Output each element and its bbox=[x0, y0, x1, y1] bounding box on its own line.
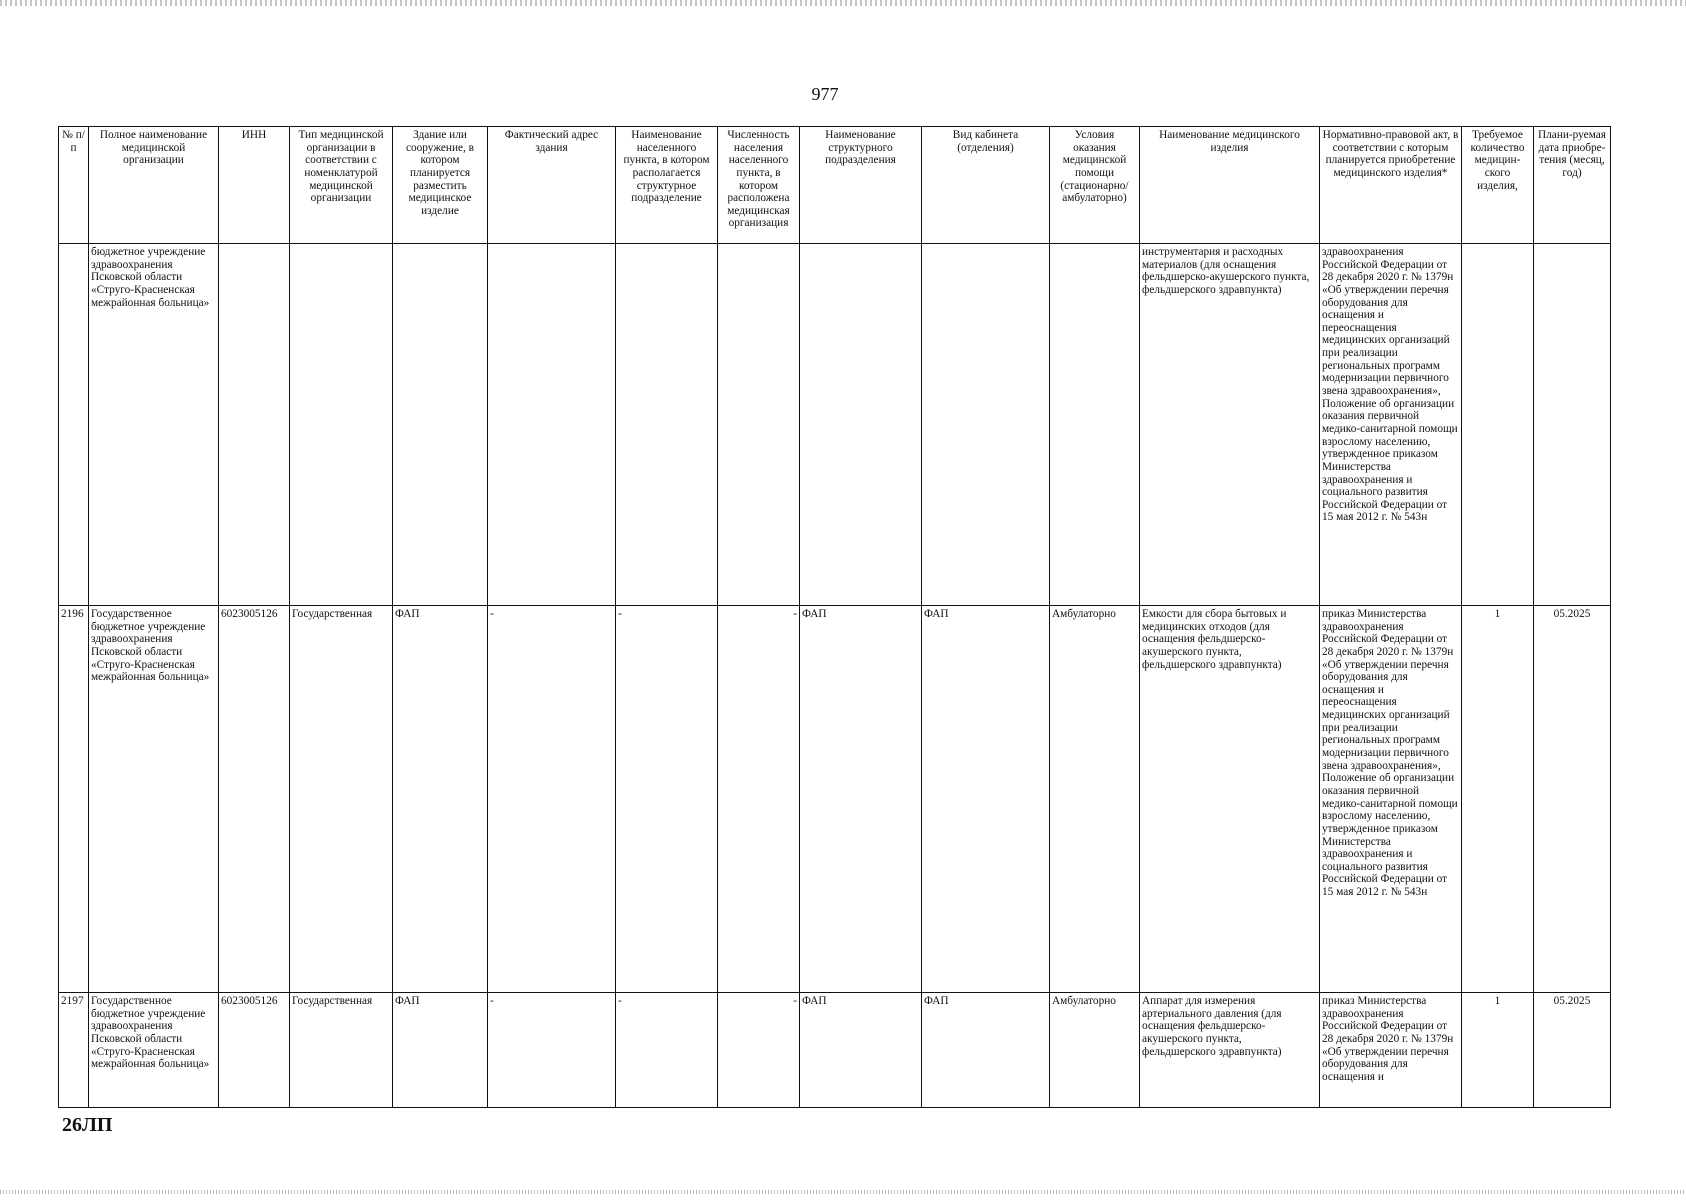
cell-unit: ФАП bbox=[800, 606, 922, 993]
cell-population: - bbox=[718, 606, 800, 993]
table-row bbox=[59, 606, 1611, 993]
page-tag: 26ЛП bbox=[62, 1114, 113, 1136]
cell-conditions: Амбулаторно bbox=[1050, 993, 1140, 1108]
table-row bbox=[59, 244, 1611, 606]
cell-type: Государственная bbox=[290, 606, 393, 993]
cell-building: ФАП bbox=[393, 993, 488, 1108]
cell-act: здравоохранения Российской Федерации от 28 декабря 2020 г. № 1379н «Об утверждении перечня оборудования для оснащения и переоснащения медицинских организаций при реализации региональных программ модернизации первичного звена здравоохранения», Положение об организации оказания первичной медико-санитарной помощи взрослому населению, утвержденное приказом Министерства здравоохранения и социального развития Российской Федерации от 15 мая 2012 г. № 543н bbox=[1320, 244, 1462, 606]
cell-device: Аппарат для измерения артериального давления (для оснащения фельдшерско-акушерского пункта, фельдшерского здравпункта) bbox=[1140, 993, 1320, 1108]
cell-num: 2196 bbox=[59, 606, 89, 993]
header-unit: Наименование структурного подразделения bbox=[800, 127, 922, 244]
scan-edge-bottom bbox=[0, 1190, 1686, 1194]
header-date: Плани-руемая дата приобре-тения (месяц, год) bbox=[1534, 127, 1611, 244]
cell-qty bbox=[1462, 244, 1534, 606]
header-type: Тип медицинской организации в соответствии с номенклатурой медицинской организации bbox=[290, 127, 393, 244]
cell-num bbox=[59, 244, 89, 606]
header-building: Здание или сооружение, в котором планируется разместить медицинское изделие bbox=[393, 127, 488, 244]
cell-device: Емкости для сбора бытовых и медицинских отходов (для оснащения фельдшерско-акушерского пункта, фельдшерского здравпункта) bbox=[1140, 606, 1320, 993]
cell-address: - bbox=[488, 993, 616, 1108]
cell-address bbox=[488, 244, 616, 606]
header-num: № п/п bbox=[59, 127, 89, 244]
cell-cabinet: ФАП bbox=[922, 993, 1050, 1108]
cell-conditions bbox=[1050, 244, 1140, 606]
cell-device: инструментария и расходных материалов (для оснащения фельдшерско-акушерского пункта, фельдшерского здравпункта) bbox=[1140, 244, 1320, 606]
cell-num: 2197 bbox=[59, 993, 89, 1108]
cell-inn: 6023005126 bbox=[219, 606, 290, 993]
cell-date bbox=[1534, 244, 1611, 606]
cell-conditions: Амбулаторно bbox=[1050, 606, 1140, 993]
cell-unit: ФАП bbox=[800, 993, 922, 1108]
header-population: Численность населения населенного пункта, в котором расположена медицинская организация bbox=[718, 127, 800, 244]
cell-inn bbox=[219, 244, 290, 606]
cell-population: - bbox=[718, 993, 800, 1108]
cell-unit bbox=[800, 244, 922, 606]
page-number: 977 bbox=[811, 84, 839, 104]
cell-type bbox=[290, 244, 393, 606]
header-conditions: Условия оказания медицинской помощи (стационарно/ амбулаторно) bbox=[1050, 127, 1140, 244]
header-qty: Требуемое количество медицин-ского изделия, bbox=[1462, 127, 1534, 244]
header-device: Наименование медицинского изделия bbox=[1140, 127, 1320, 244]
equipment-table bbox=[58, 126, 1611, 1108]
header-locality: Наименование населенного пункта, в котором располагается структурное подразделение bbox=[616, 127, 718, 244]
cell-org: Государственное бюджетное учреждение здравоохранения Псковской области «Струго-Красненская межрайонная больница» bbox=[89, 993, 219, 1108]
header-act: Нормативно-правовой акт, в соответствии с которым планируется приобретение медицинского изделия* bbox=[1320, 127, 1462, 244]
cell-locality: - bbox=[616, 993, 718, 1108]
cell-date: 05.2025 bbox=[1534, 606, 1611, 993]
header-cabinet: Вид кабинета (отделения) bbox=[922, 127, 1050, 244]
cell-act: приказ Министерства здравоохранения Российской Федерации от 28 декабря 2020 г. № 1379н «Об утверждении перечня оборудования для оснащения и переоснащения медицинских организаций при реализации региональных программ модернизации первичного звена здравоохранения», Положение об организации оказания первичной медико-санитарной помощи взрослому населению, утвержденное приказом Министерства здравоохранения и социального развития Российской Федерации от 15 мая 2012 г. № 543н bbox=[1320, 606, 1462, 993]
cell-inn: 6023005126 bbox=[219, 993, 290, 1108]
cell-org: бюджетное учреждение здравоохранения Псковской области «Струго-Красненская межрайонная больница» bbox=[89, 244, 219, 606]
cell-date: 05.2025 bbox=[1534, 993, 1611, 1108]
cell-act: приказ Министерства здравоохранения Российской Федерации от 28 декабря 2020 г. № 1379н «Об утверждении перечня оборудования для оснащения и bbox=[1320, 993, 1462, 1108]
cell-cabinet: ФАП bbox=[922, 606, 1050, 993]
cell-building: ФАП bbox=[393, 606, 488, 993]
table-row bbox=[59, 993, 1611, 1108]
scan-edge-top bbox=[0, 0, 1686, 6]
cell-building bbox=[393, 244, 488, 606]
cell-population bbox=[718, 244, 800, 606]
cell-org: Государственное бюджетное учреждение здравоохранения Псковской области «Струго-Красненская межрайонная больница» bbox=[89, 606, 219, 993]
cell-qty: 1 bbox=[1462, 606, 1534, 993]
cell-cabinet bbox=[922, 244, 1050, 606]
header-inn: ИНН bbox=[219, 127, 290, 244]
header-org: Полное наименование медицинской организации bbox=[89, 127, 219, 244]
header-row bbox=[59, 127, 1611, 244]
header-address: Фактический адрес здания bbox=[488, 127, 616, 244]
cell-address: - bbox=[488, 606, 616, 993]
cell-locality bbox=[616, 244, 718, 606]
cell-qty: 1 bbox=[1462, 993, 1534, 1108]
cell-locality: - bbox=[616, 606, 718, 993]
cell-type: Государственная bbox=[290, 993, 393, 1108]
